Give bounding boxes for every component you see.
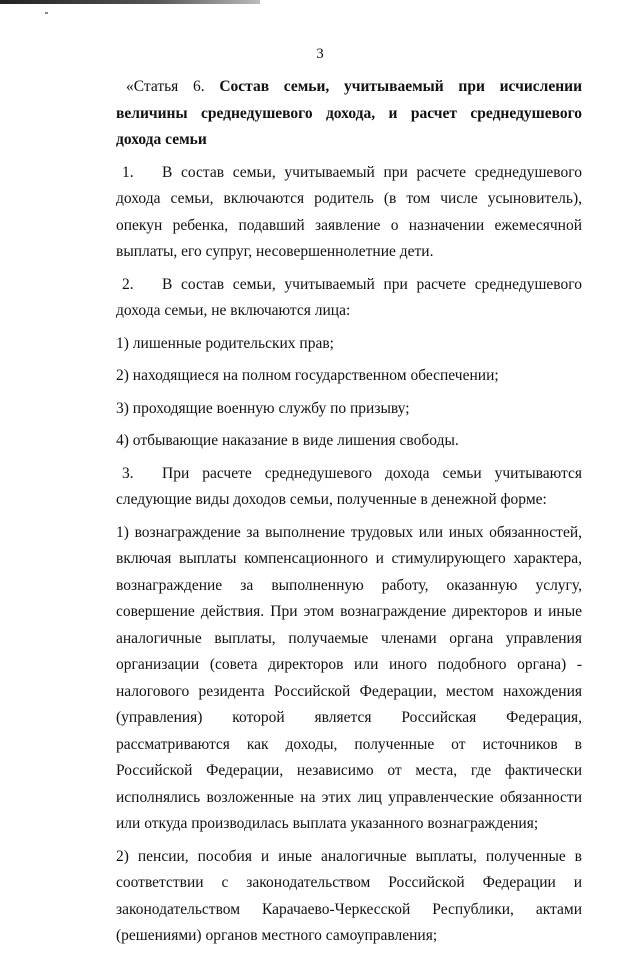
income-item-2: 2) пенсии, пособия и иные аналогичные выплаты, полученные в соответствии с законодательством Российской Федерации и законодательством Карачаево-Черкесской Республики, актами (решениями) органов местного самоуправления; [116, 847, 582, 944]
paragraph-text: В состав семьи, учитываемый при расчете среднедушевого дохода семьи, не включаются лица: [116, 275, 582, 319]
exclusion-item-3: 3) проходящие военную службу по призыву; [116, 399, 410, 417]
exclusion-item-4: 4) отбывающие наказание в виде лишения свободы. [116, 432, 459, 449]
article-title: Состав семьи, учитываемый при исчислении величины среднедушевого дохода, и расчет среднедушевого дохода семьи [116, 78, 582, 148]
scan-dot [45, 12, 48, 14]
exclusion-item-2: 2) находящиеся на полном государственном обеспечении; [116, 367, 499, 384]
document-body [116, 74, 582, 956]
exclusion-item-1: 1) лишенные родительских прав; [116, 334, 334, 352]
paragraph-text: В состав семьи, учитываемый при расчете среднедушевого дохода семьи, включаются родитель (в том числе усыновитель), опекун ребенка, подавший заявление о назначении ежемесячной выплаты, его супруг, несовершеннолетние дети. [116, 163, 582, 260]
paragraph-3 [116, 461, 582, 514]
paragraph-1 [116, 160, 582, 266]
paragraph-2 [116, 272, 582, 325]
page-number: 3 [316, 46, 324, 62]
scan-bar [0, 0, 260, 4]
scan-edge-mark [0, 0, 250, 6]
article-prefix: «Статья 6. [126, 78, 205, 95]
paragraph-text: При расчете среднедушевого дохода семьи учитываются следующие виды доходов семьи, полученные в денежной форме: [116, 464, 582, 508]
paragraph-number: 2. [122, 275, 134, 293]
paragraph-number: 1. [122, 163, 134, 181]
article-heading [116, 74, 582, 154]
paragraph-number: 3. [122, 464, 134, 482]
income-item-1: 1) вознаграждение за выполнение трудовых или иных обязанностей, включая выплаты компенсационного и стимулирующего характера, вознаграждение за выполненную работу, оказанную услугу, совершение действия. При этом вознаграждение директоров и иные аналогичные выплаты, получаемые членами органа управления организации (совета директоров или иного подобного органа) - налогового резидента Российской Федерации, местом нахождения (управления) которой является Российская Федерация, рассматриваются как доходы, полученные от источников в Российской Федерации, независимо от места, где фактически исполнялись возложенные на этих лиц управленческие обязанности или откуда производилась выплата указанного вознаграждения; [116, 523, 582, 832]
